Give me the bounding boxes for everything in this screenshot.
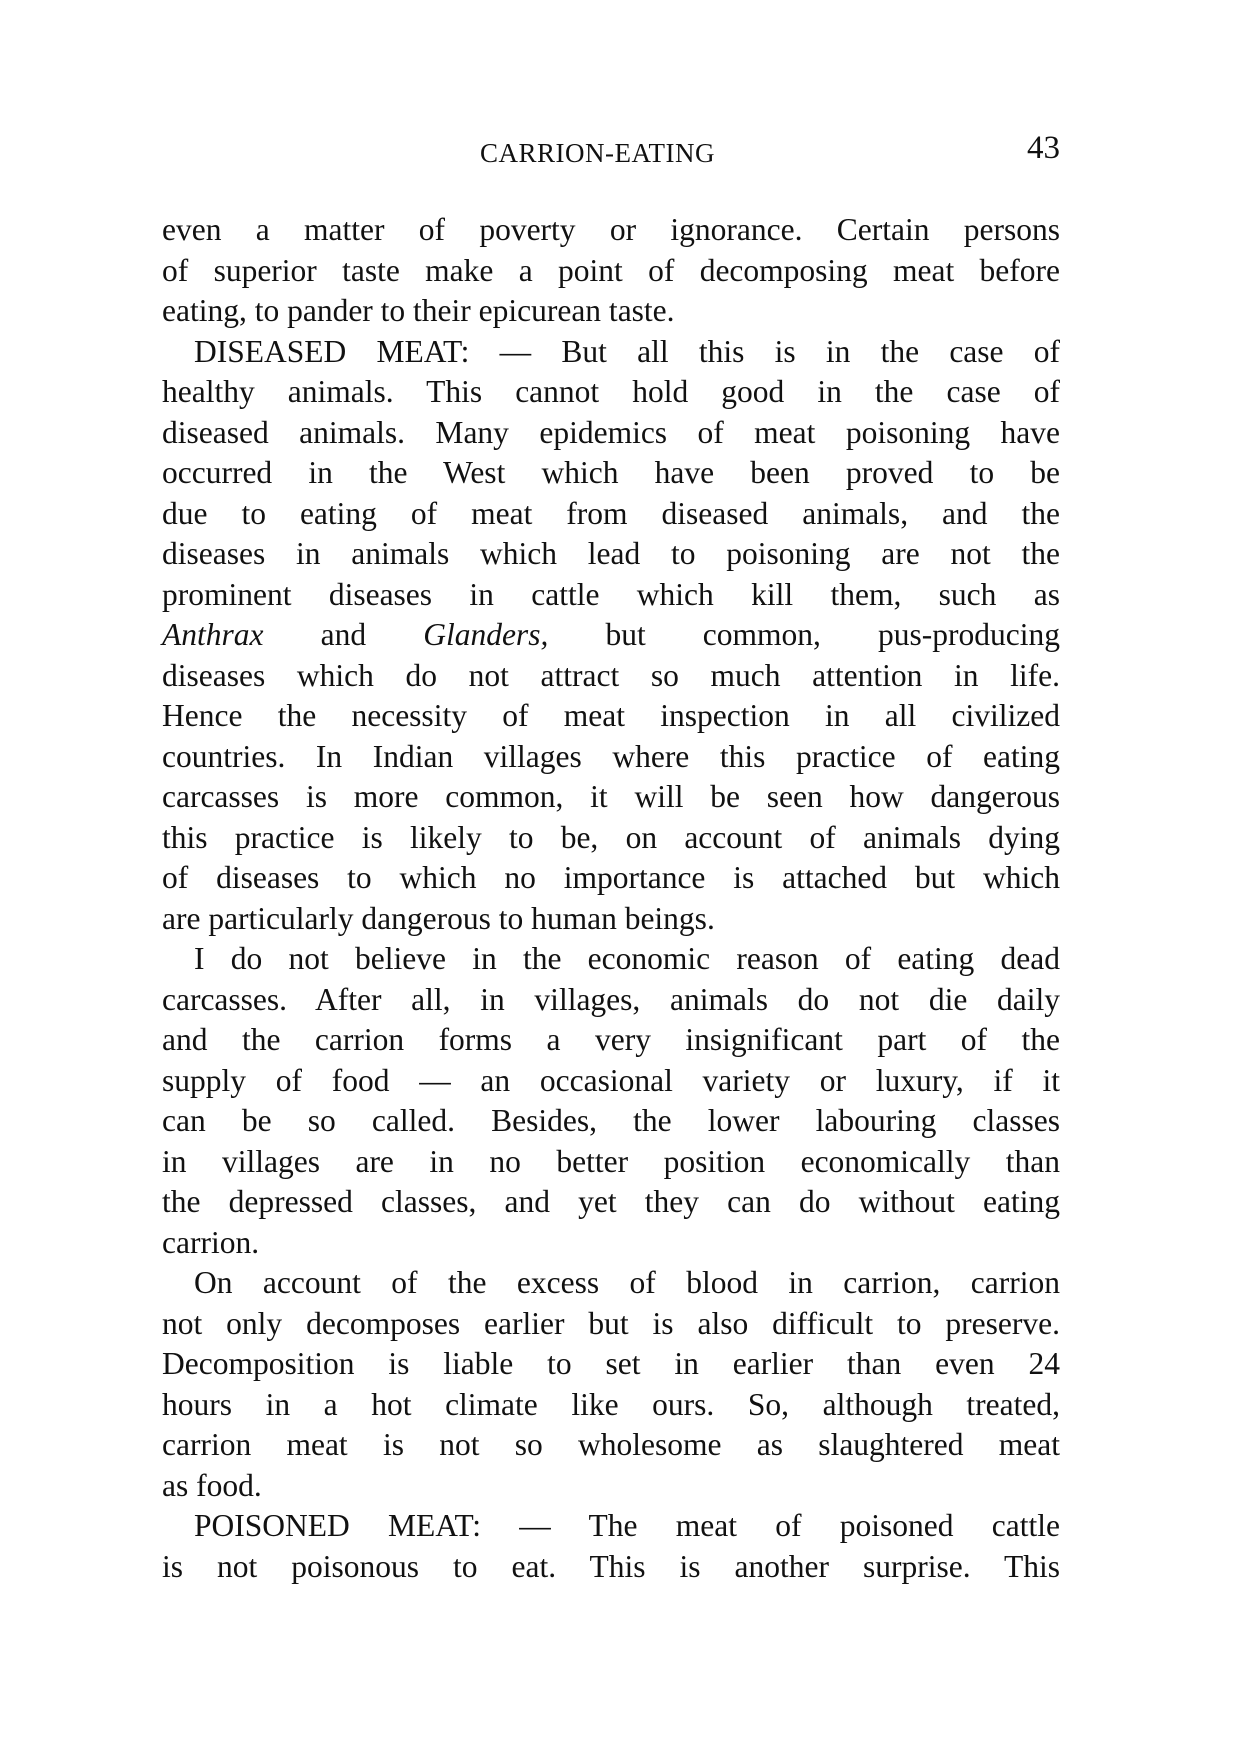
text-line: DISEASED MEAT: — But all this is in the case of — [194, 333, 1060, 369]
text-line: even a matter of poverty or ignorance. Certain persons — [162, 212, 1060, 247]
italic-term-anthrax: Anthrax — [162, 617, 264, 652]
page-number: 43 — [1027, 130, 1060, 166]
paragraph-diseased-meat — [162, 332, 1060, 940]
text-line: carcasses. After all, in villages, animals do not die daily — [162, 981, 1060, 1017]
text-line: not only decomposes earlier but is also difficult to preserve. — [162, 1305, 1060, 1341]
text-line: Hence the necessity of meat inspection in all civilized — [162, 698, 1060, 733]
text-line: countries. In Indian villages where this practice of eating — [162, 738, 1060, 774]
text-line: hours in a hot climate like ours. So, although treated, — [162, 1386, 1060, 1422]
text-line: POISONED MEAT: — The meat of poisoned cattle — [194, 1508, 1060, 1543]
text-line: eating, to pander to their epicurean taste. — [162, 293, 675, 328]
paragraph-poisoned-meat — [162, 1506, 1060, 1587]
body-text — [162, 210, 1060, 1587]
text-line: this practice is likely to be, on account of animals dying — [162, 819, 1060, 855]
text-line: I do not believe in the economic reason of eating dead — [194, 941, 1060, 976]
running-title: CARRION-EATING — [480, 138, 715, 168]
text-line: Decomposition is liable to set in earlier than even 24 — [162, 1346, 1060, 1381]
text-line: carrion meat is not so wholesome as slaughtered meat — [162, 1427, 1060, 1462]
paragraph-economic-reason — [162, 939, 1060, 1263]
text-line: due to eating of meat from diseased animals, and the — [162, 495, 1060, 531]
text-line: occurred in the West which have been proved to be — [162, 455, 1060, 490]
text-line: and the carrion forms a very insignificant part of the — [162, 1022, 1060, 1057]
paragraph-excess-blood — [162, 1263, 1060, 1506]
text-line: prominent diseases in cattle which kill them, such as — [162, 576, 1060, 612]
text-line-with-italics — [162, 615, 1060, 656]
text-line: can be so called. Besides, the lower labouring classes — [162, 1103, 1060, 1138]
text-line: are particularly dangerous to human beings. — [162, 900, 715, 936]
text-line: healthy animals. This cannot hold good in the case of — [162, 374, 1060, 409]
text-line: supply of food — an occasional variety or luxury, if it — [162, 1062, 1060, 1098]
text-line: is not poisonous to eat. This is another surprise. This — [162, 1548, 1060, 1584]
text-line: diseased animals. Many epidemics of meat poisoning have — [162, 414, 1060, 450]
text-line: On account of the excess of blood in carrion, carrion — [194, 1265, 1060, 1300]
text-line: of diseases to which no importance is attached but which — [162, 860, 1060, 895]
text-line: of superior taste make a point of decomposing meat before — [162, 252, 1060, 288]
text-line: as food. — [162, 1467, 262, 1503]
paragraph — [162, 210, 1060, 332]
text-line: carcasses is more common, it will be seen how dangerous — [162, 779, 1060, 814]
text-line: in villages are in no better position economically than — [162, 1143, 1060, 1179]
text-fragment: and — [263, 617, 424, 652]
text-line: diseases in animals which lead to poisoning are not the — [162, 536, 1060, 571]
text-line: the depressed classes, and yet they can do without eating — [162, 1184, 1060, 1219]
italic-term-glanders: Glanders, — [423, 617, 549, 652]
text-line: diseases which do not attract so much attention in life. — [162, 657, 1060, 693]
text-fragment: but common, pus-producing — [548, 617, 1060, 652]
text-line: carrion. — [162, 1224, 260, 1260]
running-head — [160, 130, 1060, 180]
